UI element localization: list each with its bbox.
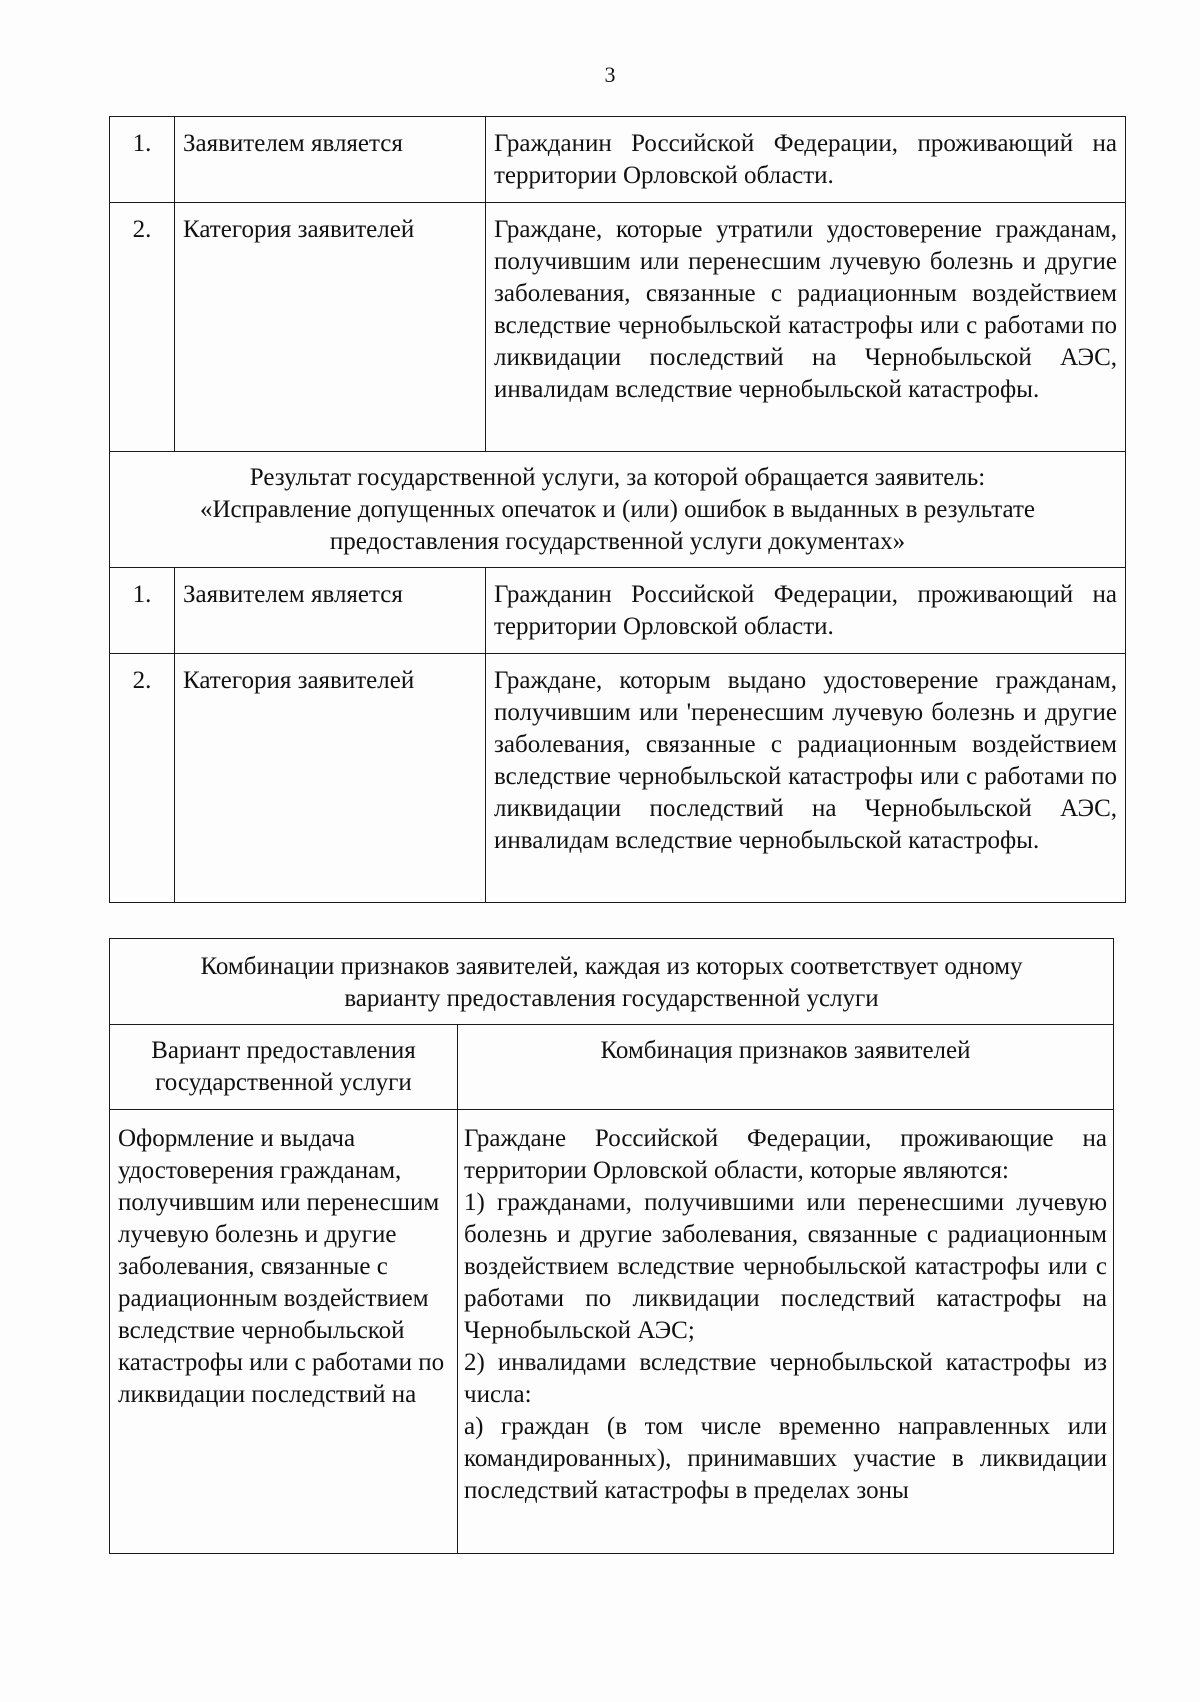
table-title-line: Комбинации признаков заявителей, каждая из которых соответствует одному	[200, 953, 1023, 980]
column-header-variant: Вариант предоставления государственной услуги	[110, 1025, 458, 1110]
section-header-line: Результат государственной услуги, за которой обращается заявитель:	[249, 464, 986, 491]
section-header-line: предоставления государственной услуги документах»	[329, 528, 906, 555]
applicant-table	[109, 116, 1126, 903]
row-value: Граждане, которые утратили удостоверение гражданам, получившим или перенесшим лучевую болезнь и другие заболевания, связанные с радиационным воздействием вследствие чернобыльской катастрофы или с работами по ликвидации последствий на Чернобыльской АЭС, инвалидам вследствие чернобыльской катастрофы.	[486, 203, 1126, 452]
section-header-line: «Исправление допущенных опечаток и (или) ошибок в выданных в результате	[199, 496, 1035, 523]
column-header-combination: Комбинация признаков заявителей	[458, 1025, 1114, 1110]
combination-intro: Граждане Российской Федерации, проживающие на территории Орловской области, которые являются:	[464, 1125, 1107, 1184]
page-number: 3	[604, 62, 616, 87]
row-value: Гражданин Российской Федерации, проживающий на территории Орловской области.	[486, 117, 1126, 203]
table-title-row	[110, 939, 1114, 1025]
variant-cell: Оформление и выдача удостоверения гражданам, получившим или перенесшим лучевую болезнь и другие заболевания, связанные с радиационным воздействием вследствие чернобыльской катастрофы или с работами по ликвидации последствий на	[110, 1110, 458, 1554]
combination-item: 1) гражданами, получившими или перенесшими лучевую болезнь и другие заболевания, связанные с радиационным воздействием вследствие чернобыльской катастрофы или с работами по ликвидации последствий катастрофы на Чернобыльской АЭС;	[464, 1189, 1107, 1344]
combination-table	[109, 938, 1114, 1554]
combination-item: 2) инвалидами вследствие чернобыльской катастрофы из числа:	[464, 1349, 1107, 1408]
table-title	[110, 939, 1114, 1025]
table-row	[110, 654, 1126, 903]
table-row	[110, 117, 1126, 203]
table-row	[110, 203, 1126, 452]
combination-cell	[458, 1110, 1114, 1554]
row-label: Заявителем является	[175, 568, 486, 654]
row-value: Граждане, которым выдано удостоверение гражданам, получившим или 'перенесшим лучевую болезнь и другие заболевания, связанные с радиационным воздействием вследствие чернобыльской катастрофы или с работами по ликвидации последствий на Чернобыльской АЭС, инвалидам вследствие чернобыльской катастрофы.	[486, 654, 1126, 903]
row-number: 1.	[110, 568, 175, 654]
section-header-row	[110, 452, 1126, 568]
section-header	[110, 452, 1126, 568]
row-number: 2.	[110, 203, 175, 452]
row-label: Категория заявителей	[175, 654, 486, 903]
table-title-line: варианту предоставления государственной услуги	[344, 985, 879, 1012]
row-number: 1.	[110, 117, 175, 203]
row-value: Гражданин Российской Федерации, проживающий на территории Орловской области.	[486, 568, 1126, 654]
row-label: Категория заявителей	[175, 203, 486, 452]
row-number: 2.	[110, 654, 175, 903]
table-row	[110, 568, 1126, 654]
combination-item: а) граждан (в том числе временно направленных или командированных), принимавших участие в ликвидации последствий катастрофы в пределах зоны	[464, 1413, 1107, 1504]
row-label: Заявителем является	[175, 117, 486, 203]
table-row	[110, 1110, 1114, 1554]
column-header-row	[110, 1025, 1114, 1110]
